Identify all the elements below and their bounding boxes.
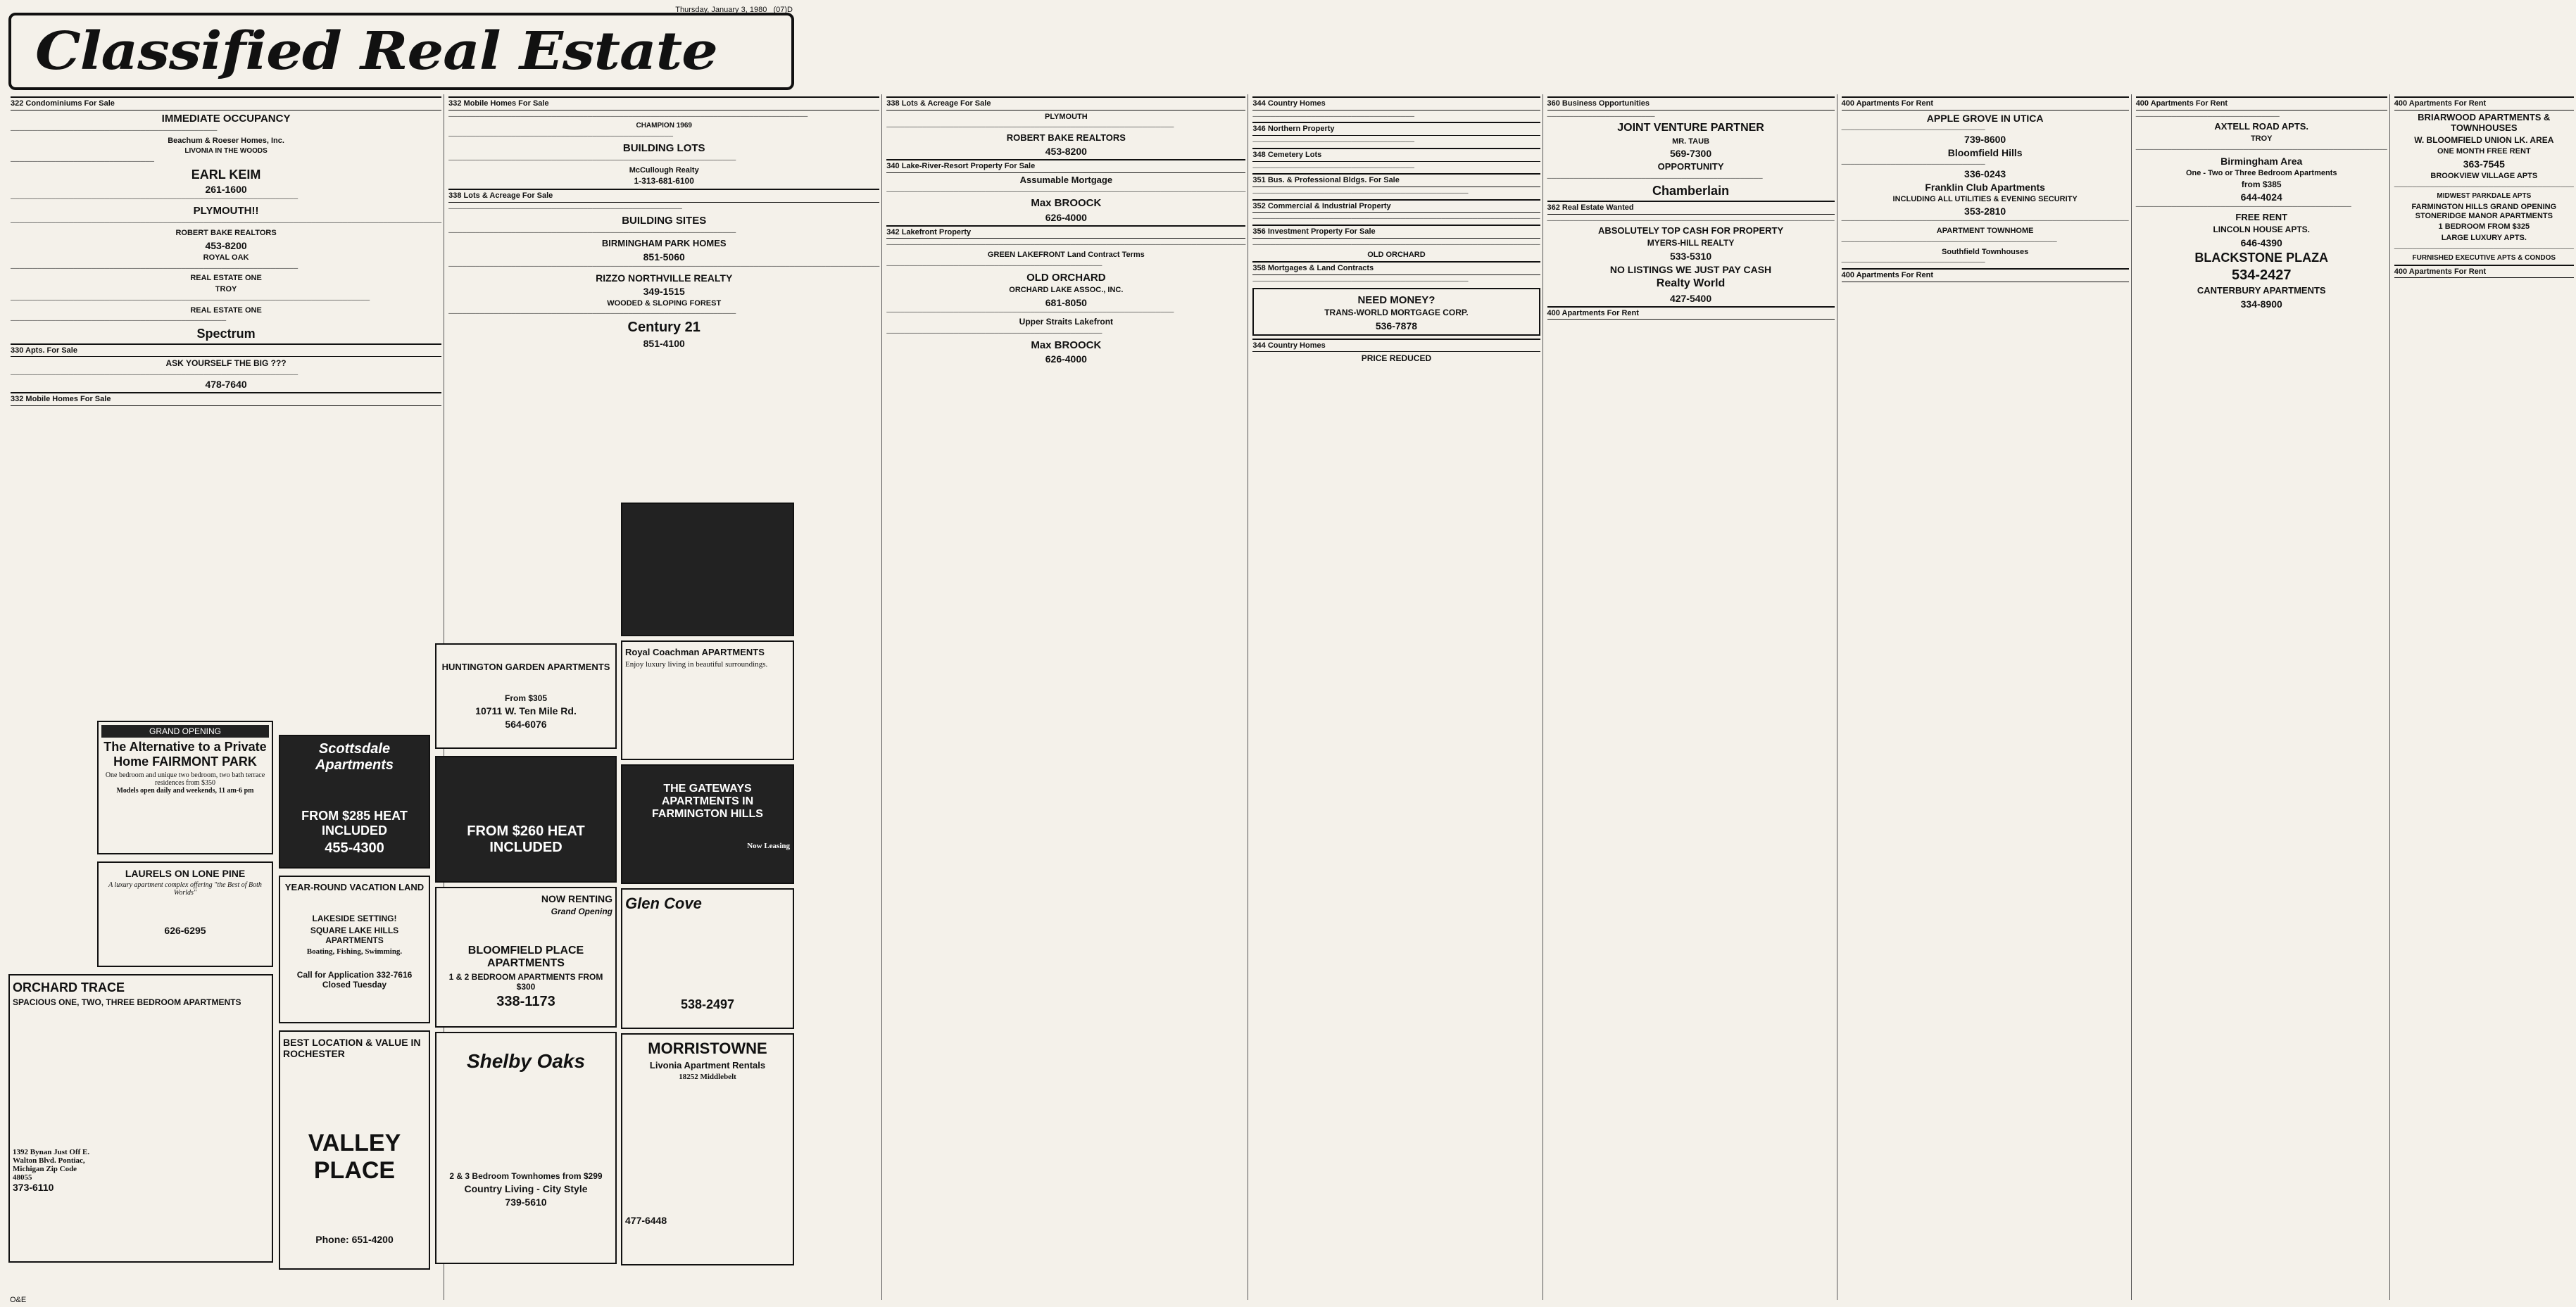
- bloomfield-place-ad: [435, 887, 617, 1028]
- ad-phone: 453-8200: [1045, 146, 1087, 158]
- ad-headline: Beachum & Roeser Homes, Inc.: [168, 136, 284, 145]
- ad-headline: FARMINGTON HILLS GRAND OPENING STONERIDGE MANOR APARTMENTS: [2411, 202, 2557, 220]
- ad-body: ────────────────────────────────────────────────────────────────────────────────: [886, 241, 1246, 248]
- ad-headline: ASK YOURSELF THE BIG ???: [165, 358, 287, 369]
- date-text: Thursday, January 3, 1980: [675, 6, 767, 14]
- category-header: 340 Lake-River-Resort Property For Sale: [886, 159, 1245, 173]
- oak-hill-ad: [435, 756, 617, 883]
- ad-body: ────────────────────────────────────────────────────────────────: [11, 195, 299, 203]
- ad-headline: McCullough Realty: [629, 165, 699, 175]
- category-header: 400 Apartments For Rent: [1842, 96, 2129, 111]
- ad-body: ────────────────────────────────────────────────────────────────────────────────────────────────: [448, 262, 880, 270]
- ad-headline: REAL ESTATE ONE: [190, 305, 262, 315]
- ad-phone: 1-313-681-6100: [634, 176, 694, 187]
- ad-headline: CANTERBURY APARTMENTS: [2197, 284, 2326, 296]
- category-header: 400 Apartments For Rent: [2394, 96, 2574, 111]
- ad-headline: MIDWEST PARKDALE APTS: [2437, 192, 2532, 201]
- ad-phone: 626-4000: [1045, 353, 1087, 365]
- ad-phone: 644-4024: [2240, 191, 2282, 203]
- ad-phone: 478-7640: [205, 378, 247, 390]
- ad-headline: TRANS-WORLD MORTGAGE CORP.: [1324, 307, 1469, 317]
- masthead: [8, 13, 794, 90]
- gateways-title: THE GATEWAYS APARTMENTS IN FARMINGTON HILLS: [652, 783, 763, 820]
- fairmont-sub: One bedroom and unique two bedroom, two bath terrace residences from $350: [105, 771, 265, 787]
- ad-headline: PLYMOUTH!!: [193, 205, 259, 217]
- orchard-trace-addr: 1392 Bynan Just Off E. Walton Blvd. Pontiac, Michigan Zip Code 48055: [13, 1148, 90, 1182]
- bloomfield-title: BLOOMFIELD PLACE APARTMENTS: [467, 945, 584, 969]
- column-5: [1545, 94, 1837, 1300]
- ad-body: ────────────────────────────────────────────────: [886, 261, 1102, 269]
- shelby-tag: Country Living - City Style: [464, 1183, 588, 1194]
- ad-phone: 453-8200: [205, 239, 247, 251]
- category-header: 338 Lots & Acreage For Sale: [886, 96, 1245, 111]
- ad-headline: Upper Straits Lakefront: [1019, 317, 1114, 327]
- ad-body: ────────────────────────: [1547, 112, 1655, 120]
- ad-headline: ROYAL OAK: [203, 253, 249, 262]
- ad-body: ────────────────────────────────────────────────────────────────: [448, 156, 736, 163]
- shelby-title: Shelby Oaks: [466, 1050, 586, 1072]
- mortgage-ad: [1252, 288, 1540, 336]
- ad-headline: BIRMINGHAM PARK HOMES: [601, 237, 727, 248]
- category-header: 358 Mortgages & Land Contracts: [1252, 261, 1540, 275]
- ad-body: ────────────────────────────────────────────────────────────────: [886, 308, 1174, 315]
- gateways-sub: Now Leasing: [747, 842, 790, 850]
- ad-headline: ABSOLUTELY TOP CASH FOR PROPERTY: [1597, 225, 1784, 236]
- ad-phone: 569-7300: [1669, 148, 1712, 160]
- ad-headline: FURNISHED EXECUTIVE APTS & CONDOS: [2412, 254, 2556, 263]
- morristowne-ad: [621, 1033, 794, 1265]
- lone-pine-phone: 626-6295: [164, 925, 206, 936]
- ad-body: ────────────────────────────────────────────────: [2135, 203, 2351, 210]
- column-6: [1840, 94, 2132, 1300]
- ad-headline: EARL KEIM: [191, 167, 261, 182]
- ad-headline: JOINT VENTURE PARTNER: [1617, 122, 1764, 134]
- ad-headline: LARGE LUXURY APTS.: [2441, 233, 2527, 242]
- ad-phone: 626-4000: [1045, 211, 1087, 223]
- ad-headline: BROOKVIEW VILLAGE APTS: [2430, 172, 2538, 181]
- ad-headline: W. BLOOMFIELD UNION LK. AREA: [2414, 134, 2554, 145]
- ad-body: ────────────────────────────────────────────────: [1252, 189, 1469, 196]
- shelby-sub: 2 & 3 Bedroom Townhomes from $299: [449, 1171, 603, 1181]
- page-footer: O&E: [10, 1296, 27, 1304]
- ad-headline: APARTMENT TOWNHOME: [1936, 227, 2034, 236]
- ad-headline: Chamberlain: [1652, 184, 1730, 198]
- square-lake-line: Boating, Fishing, Swimming.: [306, 947, 403, 956]
- scottsdale-ad: [279, 735, 430, 869]
- ad-headline: OPPORTUNITY: [1657, 160, 1724, 172]
- ad-phone: 851-5060: [643, 251, 685, 263]
- category-header: 356 Investment Property For Sale: [1252, 225, 1540, 239]
- ad-phone: 739-8600: [1964, 133, 2006, 145]
- valley-place-name: VALLEY PLACE: [308, 1130, 401, 1184]
- ad-headline: FREE RENT: [2235, 212, 2288, 223]
- category-header: 352 Commercial & Industrial Property: [1252, 199, 1540, 213]
- ad-headline: OLD ORCHARD: [1367, 250, 1426, 259]
- royal-coachman-line: Enjoy luxury living in beautiful surroundings.: [625, 660, 768, 669]
- scottsdale-price: FROM $285 HEAT INCLUDED: [301, 809, 408, 838]
- category-header: 400 Apartments For Rent: [1842, 268, 2129, 282]
- huntington-ad: [435, 643, 617, 749]
- category-header: 322 Condominiums For Sale: [11, 96, 441, 111]
- ad-body: ────────────────────────────────────────────────────────────────────────────────: [11, 296, 370, 303]
- valley-place-ad: [279, 1030, 430, 1270]
- ad-headline: Max BROOCK: [1031, 339, 1102, 352]
- fairmont-park-ad: [97, 721, 273, 854]
- bloomfield-now-renting: NOW RENTING: [541, 893, 612, 904]
- bloomfield-grand-opening: Grand Opening: [551, 907, 612, 916]
- ad-body: ────────────────────────────────────────────────────────────────: [1252, 240, 1540, 248]
- ad-phone: 851-4100: [643, 338, 685, 350]
- ad-headline: Max BROOCK: [1031, 197, 1102, 210]
- column-7: [2134, 94, 2390, 1300]
- ad-headline: GREEN LAKEFRONT Land Contract Terms: [987, 251, 1145, 260]
- ad-phone: 536-7878: [1375, 320, 1418, 332]
- ad-headline: BRIARWOOD APARTMENTS & TOWNHOUSES: [2418, 111, 2551, 133]
- laurels-lone-pine-ad: [97, 861, 273, 967]
- ad-phone: 353-2810: [1964, 206, 2006, 217]
- ad-headline: RIZZO NORTHVILLE REALTY: [596, 272, 733, 284]
- royal-coachman-ad: [621, 640, 794, 760]
- ad-headline: MYERS-HILL REALTY: [1647, 238, 1735, 248]
- ad-body: ────────────────────────────────────────: [2394, 244, 2574, 252]
- ad-body: ────────────────────────────────────────────────────────────────: [11, 371, 299, 379]
- page-code: (07)D: [773, 6, 793, 14]
- ad-body: ────────────────────────────────: [11, 157, 155, 165]
- ad-headline: WOODED & SLOPING FOREST: [607, 298, 722, 308]
- morristowne-addr: 18252 Middlebelt: [679, 1073, 736, 1081]
- square-lake-name: SQUARE LAKE HILLS APARTMENTS: [310, 926, 399, 945]
- ad-headline: Assumable Mortgage: [1019, 174, 1113, 185]
- category-header: 344 Country Homes: [1252, 339, 1540, 353]
- huntington-price: From $305: [504, 693, 548, 703]
- lone-pine-sub: A luxury apartment complex offering "the Best of Both Worlds": [108, 881, 262, 897]
- category-header: 332 Mobile Homes For Sale: [11, 392, 441, 406]
- huntington-addr: 10711 W. Ten Mile Rd.: [475, 705, 577, 716]
- category-header: 362 Real Estate Wanted: [1547, 201, 1835, 215]
- ad-headline: BUILDING LOTS: [622, 141, 705, 154]
- ad-headline: 1 BEDROOM FROM $325: [2438, 222, 2530, 232]
- ad-body: ────────────────────────────────: [1841, 258, 1985, 266]
- ad-headline: AXTELL ROAD APTS.: [2214, 121, 2309, 132]
- ad-headline: ONE MONTH FREE RENT: [2437, 147, 2531, 156]
- gateways-ad: [621, 764, 794, 884]
- huntington-phone: 564-6076: [505, 719, 547, 730]
- ad-body: ────────────────────────────────────────────────────────────────────────────────: [886, 187, 1246, 195]
- shelby-oaks-ad: [435, 1032, 617, 1264]
- bloomfield-phone: 338-1173: [496, 994, 555, 1009]
- section-title: Classified Real Estate: [35, 21, 717, 82]
- ad-phone: 534-2427: [2231, 267, 2292, 283]
- ad-body: ────────────────────────────────────────────────: [1252, 277, 1469, 284]
- scottsdale-title: Scottsdale Apartments: [315, 741, 394, 773]
- category-header: 346 Northern Property: [1252, 122, 1540, 136]
- ad-headline: Birmingham Area: [2220, 155, 2303, 167]
- category-header: 332 Mobile Homes For Sale: [448, 96, 879, 111]
- glen-cove-phone: 538-2497: [680, 997, 735, 1011]
- category-header: 400 Apartments For Rent: [1547, 306, 1835, 320]
- ad-headline: LIVONIA IN THE WOODS: [184, 147, 268, 156]
- ad-body: ────────────────────────────────────────────────────────────────────────────────────────────────: [11, 219, 442, 227]
- ad-headline: APPLE GROVE IN UTICA: [1926, 112, 2044, 124]
- category-header: 344 Country Homes: [1252, 96, 1540, 111]
- ad-headline: Franklin Club Apartments: [1925, 181, 2045, 193]
- category-header: 330 Apts. For Sale: [11, 343, 441, 358]
- ad-headline: ROBERT BAKE REALTORS: [1006, 132, 1126, 144]
- ad-headline: BLACKSTONE PLAZA: [2194, 251, 2329, 265]
- category-header: 351 Bus. & Professional Bldgs. For Sale: [1252, 173, 1540, 187]
- column-8: [2392, 94, 2576, 1300]
- ad-phone: 349-1515: [643, 285, 685, 297]
- fairmont-title: The Alternative to a Private Home FAIRMONT PARK: [103, 740, 267, 769]
- ad-body: ────────────────────────────────: [1841, 125, 1985, 133]
- ad-headline: One - Two or Three Bedroom Apartments: [2185, 168, 2337, 177]
- royal-coachman-title: Royal Coachman APARTMENTS: [625, 647, 765, 657]
- orchard-trace-title: ORCHARD TRACE: [13, 980, 125, 995]
- ad-body: ────────────────────────────────: [2135, 112, 2280, 120]
- ad-body: ────────────────────────────────────: [1252, 163, 1414, 171]
- ad-phone: 533-5310: [1669, 251, 1712, 263]
- morristowne-phone: 477-6448: [625, 1215, 667, 1226]
- ad-headline: OLD ORCHARD: [1026, 271, 1106, 284]
- ad-headline: REAL ESTATE ONE: [190, 274, 262, 283]
- ad-headline: MR. TAUB: [1672, 137, 1710, 146]
- ad-headline: BUILDING SITES: [622, 214, 707, 227]
- ad-body: ────────────────────────────────────────────────: [1841, 237, 2057, 245]
- grand-opening-banner: GRAND OPENING: [101, 725, 269, 738]
- category-header: 348 Cemetery Lots: [1252, 148, 1540, 162]
- orchard-trace-ad: [8, 974, 273, 1263]
- valley-place-head: BEST LOCATION & VALUE IN ROCHESTER: [283, 1037, 421, 1059]
- category-header: 338 Lots & Acreage For Sale: [448, 189, 879, 203]
- stoneybrooke-ad: [621, 503, 794, 636]
- valley-place-phone: Phone: 651-4200: [315, 1234, 394, 1245]
- category-header: 400 Apartments For Rent: [2136, 96, 2387, 111]
- ad-headline: Southfield Townhouses: [1942, 247, 2029, 256]
- ad-headline: TROY: [215, 285, 237, 294]
- ad-body: ──────────────────────────────────────────────: [11, 126, 218, 134]
- ad-headline: Century 21: [627, 320, 700, 336]
- ad-headline: Spectrum: [196, 326, 256, 341]
- ad-headline: Realty World: [1656, 277, 1726, 290]
- ad-body: ────────────────────────────────────────────────────────────────────────────────: [448, 112, 808, 120]
- ad-body: ────────────────────────────────────────────────: [886, 329, 1102, 337]
- category-header: 400 Apartments For Rent: [2394, 265, 2574, 279]
- ad-phone: 681-8050: [1045, 296, 1087, 308]
- orchard-trace-phone: 373-6110: [13, 1182, 54, 1193]
- ad-headline: NEED MONEY?: [1357, 293, 1435, 306]
- morristowne-title: MORRISTOWNE: [648, 1040, 767, 1057]
- ad-body: ────────────────────────────────────────────────────────────────: [886, 123, 1174, 131]
- ad-body: ────────────────────────────────────────────────────: [448, 204, 682, 212]
- bloomfield-sub: 1 & 2 BEDROOM APARTMENTS FROM $300: [448, 972, 603, 992]
- orchard-trace-sub: SPACIOUS ONE, TWO, THREE BEDROOM APARTMENTS: [13, 997, 241, 1007]
- ad-body: ────────────────────────────────: [1841, 160, 1985, 168]
- ad-headline: IMMEDIATE OCCUPANCY: [161, 112, 291, 125]
- ad-headline: Bloomfield Hills: [1947, 146, 2023, 158]
- square-lake-ad: [279, 876, 430, 1023]
- ad-body: ──────────────────────────────────────────────────: [448, 132, 673, 139]
- category-header: 360 Business Opportunities: [1547, 96, 1835, 111]
- shelby-phone: 739-5610: [505, 1196, 547, 1208]
- glen-cove-ad: [621, 888, 794, 1029]
- column-4: [1250, 94, 1543, 1300]
- ad-body: ────────────────────────────────────────────────────────────────: [1547, 216, 1835, 224]
- ad-phone: 336-0243: [1964, 168, 2006, 179]
- lone-pine-title: LAURELS ON LONE PINE: [125, 868, 246, 879]
- oak-hill-price: FROM $260 HEAT INCLUDED: [467, 823, 585, 855]
- ad-headline: TROY: [2250, 134, 2273, 144]
- ad-body: ────────────────────────────────────: [1252, 112, 1414, 120]
- square-lake-title: YEAR-ROUND VACATION LAND: [284, 882, 425, 892]
- category-header: 342 Lakefront Property: [886, 225, 1245, 239]
- ad-body: ────────────────────────────────────────────────────────: [2135, 146, 2387, 153]
- ad-body: ────────────────────────────────────────────────────────────────: [1841, 217, 2129, 225]
- scottsdale-phone: 455-4300: [325, 840, 384, 856]
- ad-headline: from $385: [2241, 179, 2282, 189]
- ad-body: ────────────────────────────────────────────────────────────────: [1252, 215, 1540, 222]
- ad-phone: 334-8900: [2240, 298, 2282, 310]
- ad-phone: 261-1600: [205, 184, 247, 196]
- square-lake-phone: Call for Application 332-7616 Closed Tuesday: [296, 970, 413, 990]
- column-3: [884, 94, 1248, 1300]
- ad-body: ────────────────────────────────────────────────────────────────: [448, 310, 736, 317]
- ad-headline: PRICE REDUCED: [1361, 353, 1432, 364]
- ad-phone: 363-7545: [2463, 158, 2505, 170]
- ad-phone: 646-4390: [2240, 236, 2282, 248]
- ad-body: ────────────────────────────────────────: [2394, 182, 2574, 190]
- fairmont-hours: Models open daily and weekends, 11 am-6 pm: [116, 787, 254, 795]
- ad-body: ────────────────────────────────────────────────────────────────: [448, 228, 736, 236]
- ad-body: ────────────────────────────────────────────────: [1547, 174, 1763, 182]
- ad-headline: LINCOLN HOUSE APTS.: [2213, 225, 2311, 235]
- ad-headline: NO LISTINGS WE JUST PAY CASH: [1609, 264, 1772, 276]
- glen-cove-title: Glen Cove: [625, 895, 702, 912]
- ad-headline: CHAMPION 1969: [636, 122, 692, 130]
- ad-phone: 427-5400: [1669, 292, 1712, 304]
- ad-body: ────────────────────────────────────: [1252, 138, 1414, 146]
- ad-headline: ROBERT BAKE REALTORS: [175, 229, 277, 238]
- ad-body: ────────────────────────────────────────────────: [11, 317, 227, 324]
- ad-headline: ORCHARD LAKE ASSOC., INC.: [1009, 285, 1124, 294]
- huntington-title: HUNTINGTON GARDEN APARTMENTS: [441, 662, 610, 672]
- ad-body: ────────────────────────────────────────────────────────────────: [11, 264, 299, 272]
- ad-headline: PLYMOUTH: [1044, 112, 1088, 121]
- morristowne-sub: Livonia Apartment Rentals: [649, 1060, 766, 1071]
- ad-headline: INCLUDING ALL UTILITIES & EVENING SECURITY: [1892, 194, 2078, 203]
- square-lake-sub: LAKESIDE SETTING!: [312, 914, 397, 923]
